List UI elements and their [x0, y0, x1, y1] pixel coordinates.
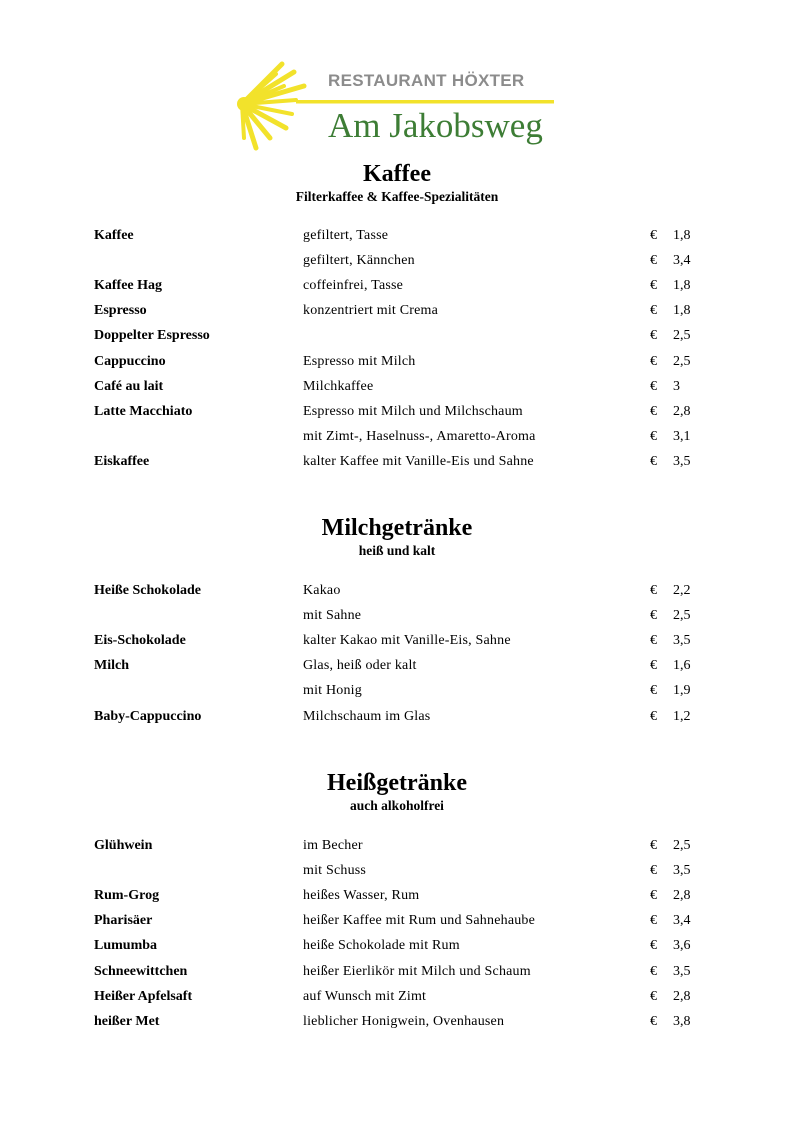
menu-item-row	[0, 912, 794, 937]
menu-item-row	[0, 963, 794, 988]
currency-symbol: €	[650, 608, 657, 624]
item-name: Pharisäer	[94, 913, 153, 929]
section-subtitle: heiß und kalt	[358, 543, 436, 558]
item-price: 3,5	[673, 863, 691, 879]
item-price: 3,5	[673, 963, 691, 979]
currency-symbol: €	[650, 863, 657, 879]
item-price: 3,5	[673, 633, 691, 649]
logo-restaurant-name: RESTAURANT HÖXTER	[328, 71, 525, 90]
item-price: 1,8	[673, 278, 691, 294]
item-description: gefiltert, Tasse	[303, 228, 389, 243]
item-description: mit Schuss	[303, 863, 367, 879]
item-name: Heiße Schokolade	[94, 583, 201, 598]
item-description: Espresso mit Milch und Milchschaum	[303, 403, 523, 419]
item-description: lieblicher Honigwein, Ovenhausen	[303, 1013, 505, 1029]
item-description: im Becher	[303, 838, 363, 853]
menu-item-row	[0, 862, 794, 887]
item-price: 2,5	[673, 328, 691, 344]
menu-item-row	[0, 837, 794, 862]
item-name: Milch	[94, 658, 129, 674]
menu-item-row	[0, 607, 794, 632]
item-description: mit Zimt-, Haselnuss-, Amaretto-Aroma	[303, 428, 536, 444]
currency-symbol: €	[650, 913, 657, 929]
currency-symbol: €	[650, 683, 657, 699]
currency-symbol: €	[650, 633, 657, 649]
section-header	[0, 769, 794, 815]
restaurant-logo	[236, 60, 566, 152]
item-name: Glühwein	[94, 838, 153, 853]
item-name: Doppelter Espresso	[94, 328, 210, 344]
item-name: Café au lait	[94, 378, 164, 394]
item-name: Heißer Apfelsaft	[94, 988, 193, 1004]
menu-item-row	[0, 302, 794, 327]
currency-symbol: €	[650, 988, 657, 1004]
item-name: Rum-Grog	[94, 888, 160, 904]
item-price: 1,8	[673, 228, 691, 243]
logo-tagline: Am Jakobsweg	[328, 106, 543, 145]
item-name: heißer Met	[94, 1013, 160, 1029]
menu-item-row	[0, 252, 794, 277]
menu-item-row	[0, 327, 794, 352]
item-description: mit Honig	[303, 683, 362, 699]
item-name: Kaffee Hag	[94, 278, 163, 294]
currency-symbol: €	[650, 583, 657, 598]
item-description: heißer Eierlikör mit Milch und Schaum	[303, 963, 531, 979]
section-title: Heißgetränke	[327, 770, 467, 796]
menu-item-row	[0, 1013, 794, 1038]
item-price: 2,8	[673, 888, 691, 904]
menu-item-row	[0, 277, 794, 302]
currency-symbol: €	[650, 278, 657, 294]
section-header	[0, 160, 794, 206]
menu-item-row	[0, 403, 794, 428]
item-price: 2,8	[673, 403, 691, 419]
item-description: coffeinfrei, Tasse	[303, 278, 404, 294]
item-name: Baby-Cappuccino	[94, 708, 202, 724]
menu-item-row	[0, 428, 794, 453]
item-description: heiße Schokolade mit Rum	[303, 938, 460, 954]
menu-item-row	[0, 227, 794, 252]
item-description: Espresso mit Milch	[303, 353, 416, 369]
item-name: Espresso	[94, 303, 147, 319]
item-description: auf Wunsch mit Zimt	[303, 988, 427, 1004]
menu-item-row	[0, 632, 794, 657]
section-title: Milchgetränke	[321, 515, 473, 541]
item-price: 2,2	[673, 583, 691, 598]
item-price: 2,8	[673, 988, 691, 1004]
item-description: heißer Kaffee mit Rum und Sahnehaube	[303, 913, 536, 929]
currency-symbol: €	[650, 353, 657, 369]
item-price: 3,4	[673, 253, 691, 269]
item-price: 3,5	[673, 453, 691, 469]
menu-item-row	[0, 353, 794, 378]
menu-item-row	[0, 453, 794, 478]
item-description: konzentriert mit Crema	[303, 303, 439, 319]
menu-item-row	[0, 582, 794, 607]
item-name: Eiskaffee	[94, 453, 150, 469]
item-price: 2,5	[673, 353, 691, 369]
item-price: 1,2	[673, 708, 691, 724]
item-description: kalter Kaffee mit Vanille-Eis und Sahne	[303, 453, 534, 469]
item-price: 3,6	[673, 938, 691, 954]
currency-symbol: €	[650, 228, 657, 243]
menu-item-row	[0, 708, 794, 733]
item-price: 1,9	[673, 683, 691, 699]
item-description: Kakao	[303, 583, 341, 598]
item-price: 3,4	[673, 913, 691, 929]
currency-symbol: €	[650, 378, 657, 394]
currency-symbol: €	[650, 708, 657, 724]
currency-symbol: €	[650, 963, 657, 979]
item-price: 1,6	[673, 658, 691, 674]
item-description: mit Sahne	[303, 608, 362, 624]
item-price: 3	[673, 378, 680, 394]
section-subtitle: Filterkaffee & Kaffee-Spezialitäten	[295, 189, 499, 204]
item-name: Kaffee	[94, 228, 134, 243]
currency-symbol: €	[650, 658, 657, 674]
currency-symbol: €	[650, 253, 657, 269]
item-price: 3,1	[673, 428, 691, 444]
currency-symbol: €	[650, 453, 657, 469]
item-description: Glas, heiß oder kalt	[303, 658, 417, 674]
item-name: Schneewittchen	[94, 963, 188, 979]
item-name: Eis-Schokolade	[94, 633, 186, 649]
menu-item-row	[0, 988, 794, 1013]
currency-symbol: €	[650, 838, 657, 853]
item-price: 1,8	[673, 303, 691, 319]
item-name: Latte Macchiato	[94, 403, 193, 419]
item-description: Milchschaum im Glas	[303, 708, 431, 724]
currency-symbol: €	[650, 403, 657, 419]
section-subtitle: auch alkoholfrei	[350, 798, 444, 813]
currency-symbol: €	[650, 428, 657, 444]
section-title: Kaffee	[363, 161, 431, 187]
currency-symbol: €	[650, 303, 657, 319]
item-description: kalter Kakao mit Vanille-Eis, Sahne	[303, 633, 511, 649]
currency-symbol: €	[650, 328, 657, 344]
section-header	[0, 514, 794, 560]
menu-item-row	[0, 378, 794, 403]
menu-item-row	[0, 887, 794, 912]
item-price: 2,5	[673, 838, 691, 853]
currency-symbol: €	[650, 1013, 657, 1029]
menu-item-row	[0, 657, 794, 682]
item-description: Milchkaffee	[303, 378, 374, 394]
menu-item-row	[0, 682, 794, 707]
item-description: gefiltert, Kännchen	[303, 253, 415, 269]
item-price: 2,5	[673, 608, 691, 624]
menu-item-row	[0, 937, 794, 962]
currency-symbol: €	[650, 888, 657, 904]
currency-symbol: €	[650, 938, 657, 954]
item-name: Lumumba	[94, 938, 158, 954]
item-description: heißes Wasser, Rum	[303, 888, 420, 904]
item-name: Cappuccino	[94, 353, 166, 369]
item-price: 3,8	[673, 1013, 691, 1029]
